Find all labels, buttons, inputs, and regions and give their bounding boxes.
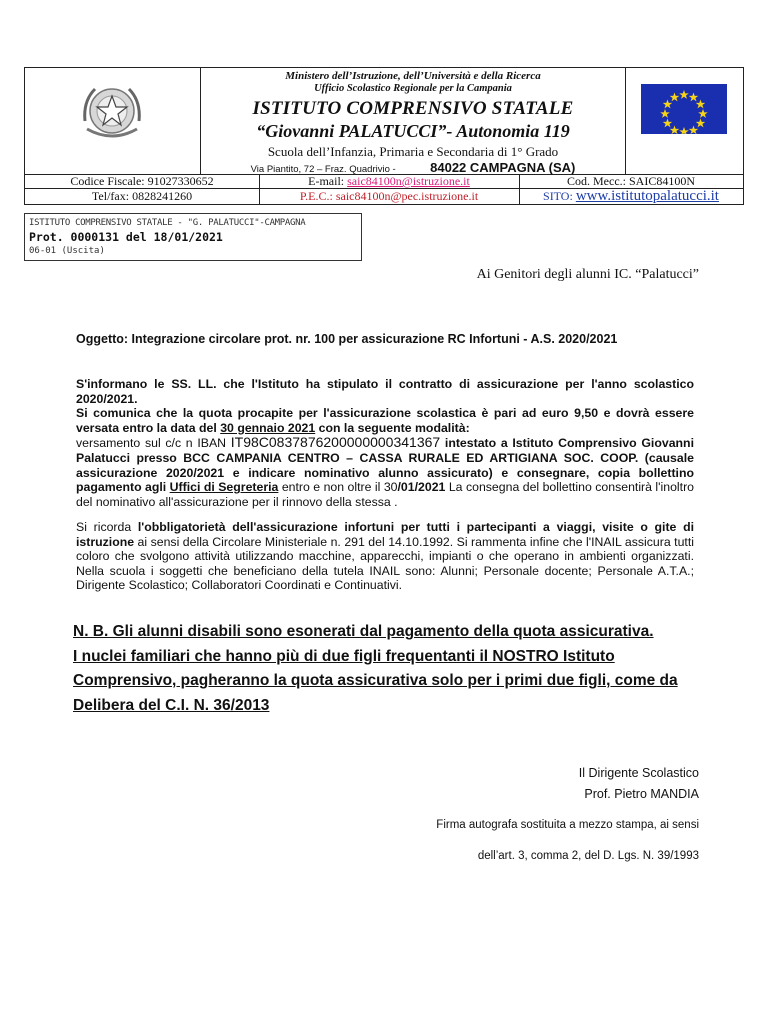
mail-cell xyxy=(259,174,520,204)
p2-body: ai sensi della Circolare Ministeriale n. 291 del 14.10.1992. Si rammenta infine che l'INAIL assicura tutti coloro che svolgono attività utilizzando macchine, apparecchi, impianti o che operano in ambienti organizzati. Nella scuola i soggetti che beneficiano della tutela INAIL sono: Alunni; Personale docente; Personale A.T.A.; Dirigente Scolastico; Collaboratori Coordinati e Continuativi. xyxy=(76,534,694,593)
p1-intro: S'informano le SS. LL. che l'Istituto ha stipulato il contratto di assicurazione per l'anno scolastico 2020/2021. xyxy=(76,377,694,406)
scuola-line: Scuola dell’Infanzia, Primaria e Secondaria di 1° Grado xyxy=(267,144,559,159)
iban-value: IT98C0837876200000000341367 xyxy=(230,434,441,451)
ministero-line: Ministero dell’Istruzione, dell’Università e della Ricerca xyxy=(285,70,541,82)
recipient: Ai Genitori degli alunni IC. “Palatucci” xyxy=(476,267,699,282)
p1-deadline-prefix: entro e non oltre il 30 xyxy=(278,480,398,495)
letterhead-title-block xyxy=(200,68,626,174)
p2-intro: Si ricorda xyxy=(76,520,138,534)
p2-obligation: l'obbligatorietà dell'assicurazione infortuni per tutti i partecipanti a viaggi, visite o gite di istruzione xyxy=(76,520,694,549)
eu-flag-icon xyxy=(641,84,727,134)
nb-families: I nuclei familiari che hanno più di due figli frequentanti il NOSTRO Istituto Comprensivo, pagheranno la quota assicurativa solo per i primi due figli, come da Delibera del C.I. N. 36/2013 xyxy=(73,647,678,714)
italian-republic-emblem-icon xyxy=(77,81,147,143)
p1-iban-label: versamento sul c/c n IBAN xyxy=(76,436,231,451)
protocol-institute: ISTITUTO COMPRENSIVO STATALE - "G. PALATUCCI"-CAMPAGNA xyxy=(29,218,306,228)
signature-note-1: Firma autografa sostituita a mezzo stampa, ai sensi xyxy=(436,819,699,831)
signature-note-2: dell’art. 3, comma 2, del D. Lgs. N. 39/1993 xyxy=(477,850,699,862)
email-label: E-mail: xyxy=(308,174,345,188)
p1-beneficiary: intestato a Istituto Comprensivo Giovanni Palatucci presso BCC CAMPANIA CENTRO – CASSA RURALE ED ARTIGIANA SOC. COOP. (causale assicurazione 2020/2021 e indicare nominativo alunno assicurato) e consegnare, copia bollettino pagamento agli xyxy=(76,436,694,495)
signature-name: Prof. Pietro MANDIA xyxy=(584,787,699,801)
p1-office: Uffici di Segreteria xyxy=(169,480,279,495)
pec-line[interactable]: P.E.C.: saic84100n@pec.istruzione.it xyxy=(299,189,479,203)
letterhead-top-row xyxy=(25,68,743,175)
mecc-cell xyxy=(519,174,743,204)
protocol-number: Prot. 0000131 del 18/01/2021 xyxy=(29,230,223,244)
ufficio-line: Ufficio Scolastico Regionale per la Campania xyxy=(314,83,512,94)
codice-fiscale: Codice Fiscale: 91027330652 xyxy=(25,174,259,189)
site-label: SITO: xyxy=(543,189,573,203)
paragraph-obligation xyxy=(76,520,694,593)
protocol-stamp xyxy=(24,213,362,261)
site-line xyxy=(519,189,743,203)
nota-bene xyxy=(73,620,713,718)
protocol-class: 06-01 (Uscita) xyxy=(29,246,105,256)
p1-deadline-suffix: /01/2021 xyxy=(397,480,446,495)
istituto-title: ISTITUTO COMPRENSIVO STATALE xyxy=(252,98,574,119)
site-link[interactable]: www.istitutopalatucci.it xyxy=(575,188,719,204)
paragraph-insurance xyxy=(76,377,694,509)
flag-cell xyxy=(625,68,743,174)
cod-mecc: Cod. Mecc.: SAIC84100N xyxy=(519,174,743,189)
p1-closing: La consegna del bollettino consentirà l'inoltro del nominativo all'assicurazione per il rinnovo della stessa . xyxy=(76,480,695,509)
p1-amount: Si comunica che la quota procapite per l'assicurazione scolastica è pari ad euro 9,50 e dovrà essere versata entro la data del xyxy=(76,406,694,435)
p1-deadline: 30 gennaio 2021 xyxy=(220,420,316,435)
p1-modality: con la seguente modalità: xyxy=(315,420,470,435)
subject-line: Oggetto: Integrazione circolare prot. nr. 100 per assicurazione RC Infortuni - A.S. 2020/2021 xyxy=(76,332,618,346)
tel-fax: Tel/fax: 0828241260 xyxy=(91,189,193,203)
cap-city: 84022 CAMPAGNA (SA) xyxy=(430,160,576,175)
email-link[interactable]: saic84100n@istruzione.it xyxy=(347,174,470,188)
street-address: Via Piantito, 72 – Fraz. Quadrivio - xyxy=(250,164,396,175)
nb-disabled: N. B. Gli alunni disabili sono esonerati dal pagamento della quota assicurativa. xyxy=(73,623,654,640)
letterhead-contact-row xyxy=(25,174,743,204)
fiscal-cell xyxy=(25,174,260,204)
letterhead xyxy=(24,67,744,205)
email-line xyxy=(259,174,519,189)
istituto-name: “Giovanni PALATUCCI”- Autonomia 119 xyxy=(256,121,570,141)
emblem-cell xyxy=(25,68,201,174)
signature-role: Il Dirigente Scolastico xyxy=(578,766,699,780)
